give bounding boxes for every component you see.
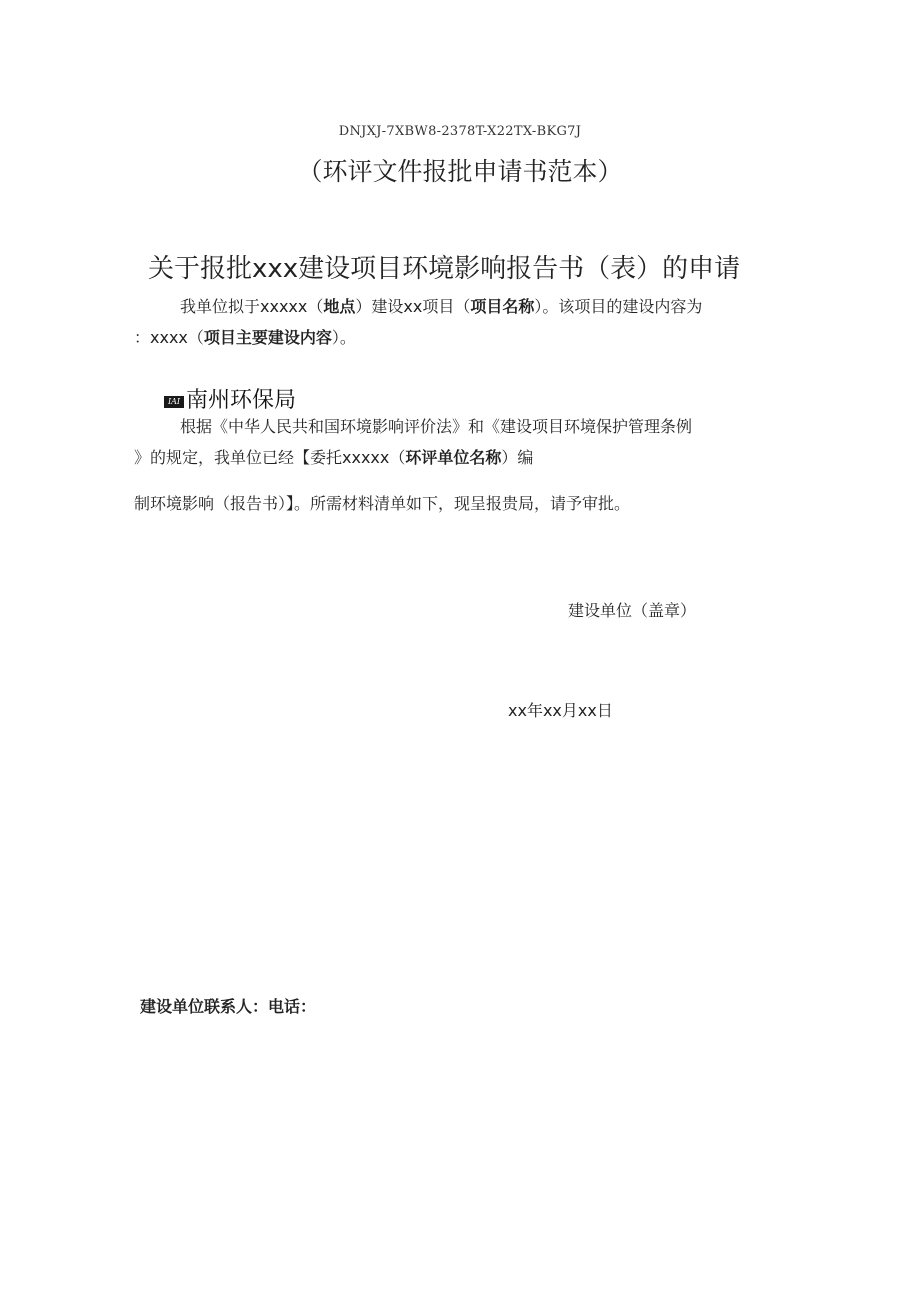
paragraph-2-line-3: 制环境影响（报告书）】。所需材料清单如下，现呈报贵局，请予审批。 bbox=[134, 494, 631, 513]
signature-date: xx年xx月xx日 bbox=[508, 701, 613, 720]
document-title: 关于报批xxx建设项目环境影响报告书（表）的申请 bbox=[148, 254, 741, 284]
recipient-heading bbox=[164, 383, 296, 414]
text-fragment: ）编 bbox=[501, 448, 534, 467]
contact-line: 建设单位联系人：电话： bbox=[140, 997, 317, 1016]
recipient-name: 南州环保局 bbox=[186, 388, 297, 413]
bold-fragment-construction-content: 项目主要建设内容 bbox=[203, 328, 332, 347]
bold-fragment-project-name: 项目名称 bbox=[470, 297, 535, 316]
paragraph-2-line-1: 根据《中华人民共和国环境影响评价法》和《建设项目环境保护管理条例 bbox=[180, 417, 693, 436]
paragraph-2-line-2 bbox=[134, 445, 533, 468]
text-fragment: ）建设xx项目（ bbox=[355, 297, 471, 316]
text-fragment: ）。该项目的建设内容为 bbox=[534, 297, 703, 316]
document-subtitle: （环评文件报批申请书范本） bbox=[297, 157, 623, 186]
bold-fragment-eia-unit-name: 环评单位名称 bbox=[405, 448, 502, 467]
text-fragment: ：xxxx（ bbox=[134, 328, 204, 347]
recipient-mark-icon: IAI bbox=[164, 396, 184, 408]
signature-unit: 建设单位（盖章） bbox=[568, 601, 697, 620]
text-fragment: 我单位拟于xxxxx（ bbox=[180, 297, 324, 316]
paragraph-1-line-2 bbox=[134, 325, 356, 348]
paragraph-1-line-1 bbox=[180, 294, 702, 317]
text-fragment: ）。 bbox=[331, 328, 356, 347]
text-fragment: 》的规定，我单位已经【委托xxxxx（ bbox=[134, 448, 406, 467]
document-code: DNJXJ-7XBW8-2378T-X22TX-BKG7J bbox=[338, 124, 582, 139]
bold-fragment-location: 地点 bbox=[323, 297, 356, 316]
